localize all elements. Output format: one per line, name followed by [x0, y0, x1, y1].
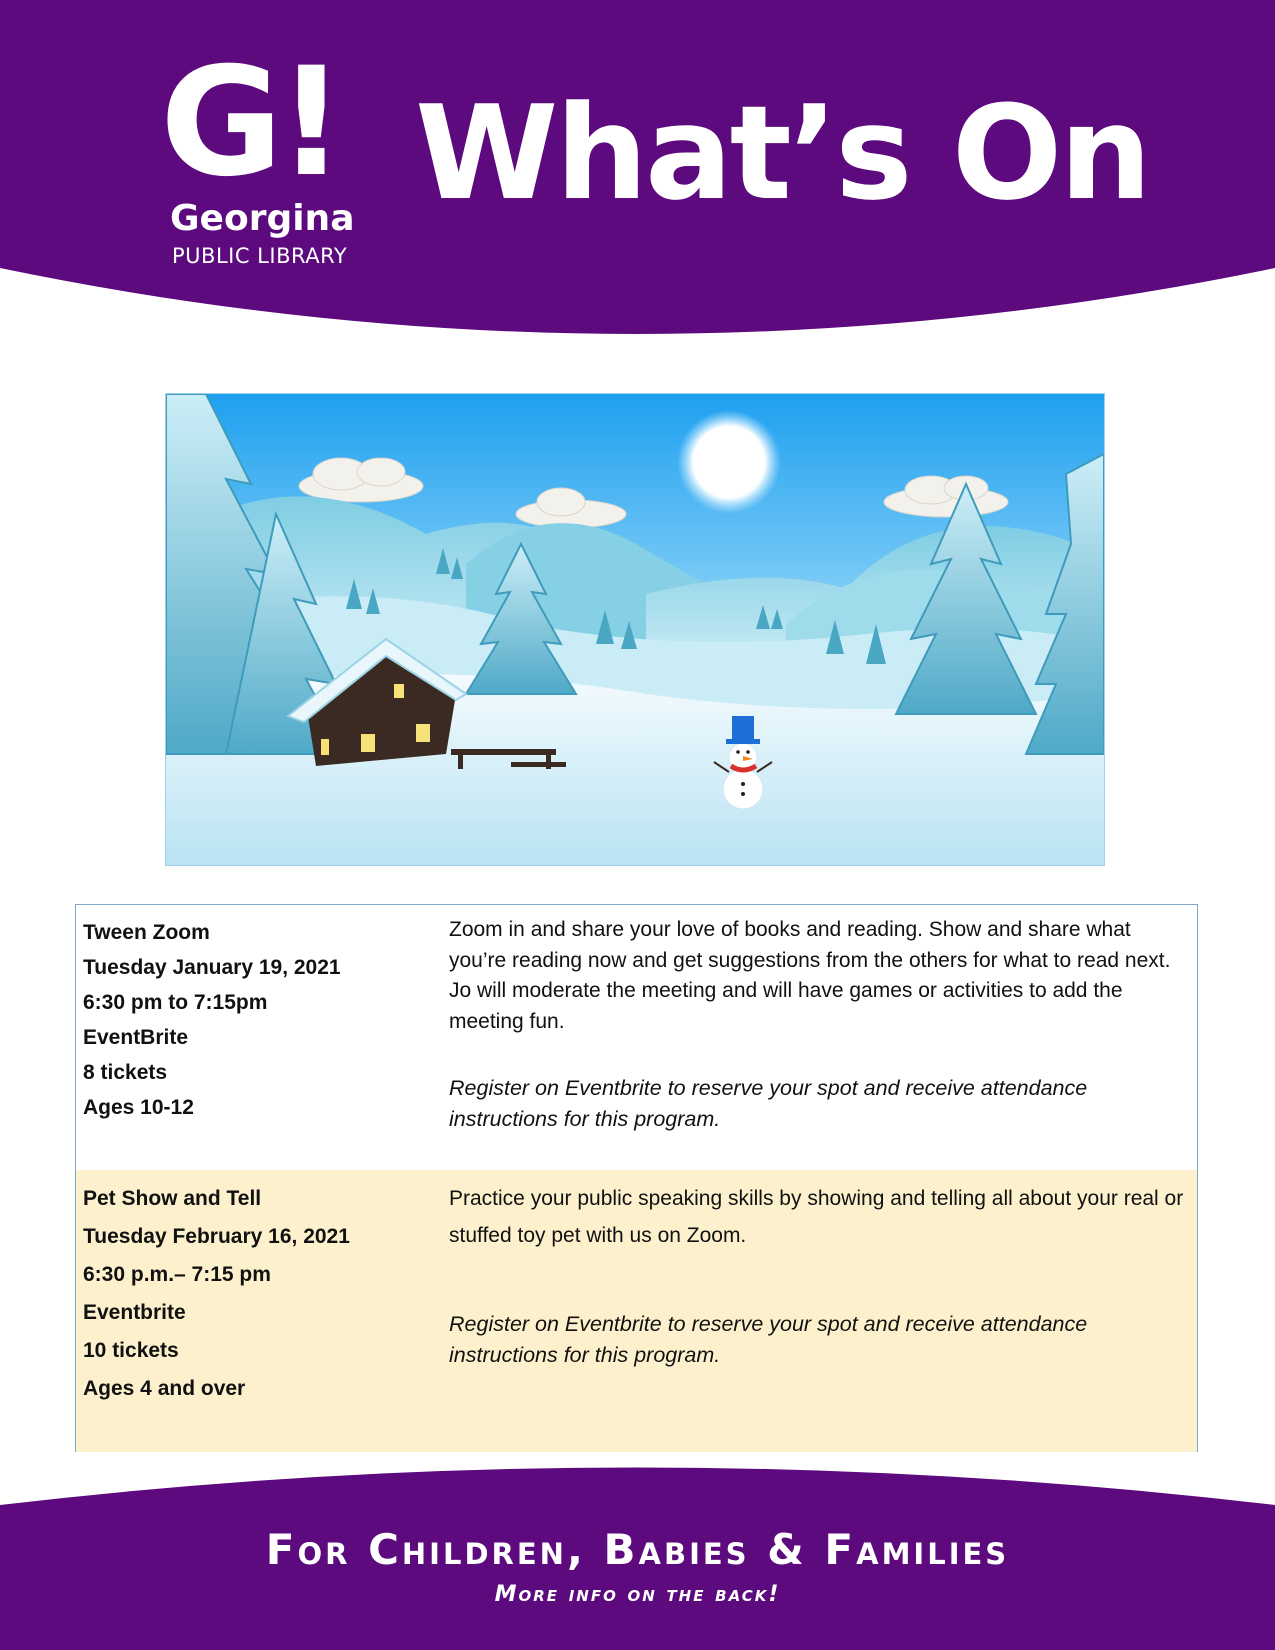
event-date: Tuesday January 19, 2021	[83, 956, 341, 979]
logo-mark: G!	[160, 36, 340, 210]
event-date: Tuesday February 16, 2021	[83, 1225, 350, 1248]
event-row	[76, 905, 1197, 1170]
event-tickets: 8 tickets	[83, 1061, 168, 1084]
event-name: Tween Zoom	[83, 921, 210, 944]
event-description: Practice your public speaking skills by showing and telling all about your real or stuffed toy pet with us on Zoom.	[449, 1187, 1184, 1247]
events-table	[75, 904, 1198, 1452]
event-platform: Eventbrite	[83, 1301, 186, 1324]
event-name: Pet Show and Tell	[83, 1187, 262, 1210]
event-register-note: Register on Eventbrite to reserve your spot and receive attendance instructions for this program.	[449, 1312, 1088, 1367]
page-title: What’s On	[415, 77, 1149, 229]
event-details	[83, 1180, 423, 1408]
event-row	[76, 1170, 1197, 1452]
event-time: 6:30 pm to 7:15pm	[83, 991, 268, 1014]
event-time: 6:30 p.m.– 7:15 pm	[83, 1263, 271, 1286]
logo-name: Georgina	[170, 198, 355, 239]
winter-scene-illustration	[165, 393, 1105, 866]
event-register-note: Register on Eventbrite to reserve your spot and receive attendance instructions for this program.	[449, 1076, 1088, 1131]
event-ages: Ages 4 and over	[83, 1377, 246, 1400]
event-description: Zoom in and share your love of books and reading. Show and share what you’re reading now and get suggestions from the others for what to read next. Jo will moderate the meeting and will have games or activities to add the meeting fun.	[449, 918, 1171, 1033]
event-tickets: 10 tickets	[83, 1339, 179, 1362]
event-details	[83, 915, 423, 1125]
logo-subtitle: PUBLIC LIBRARY	[172, 244, 348, 268]
library-logo[interactable]	[160, 36, 360, 268]
footer-tagline: For Children, Babies & Families	[265, 1525, 1010, 1574]
footer-more-info: More info on the back!	[494, 1582, 781, 1607]
event-ages: Ages 10-12	[83, 1096, 194, 1119]
event-platform: EventBrite	[83, 1026, 189, 1049]
